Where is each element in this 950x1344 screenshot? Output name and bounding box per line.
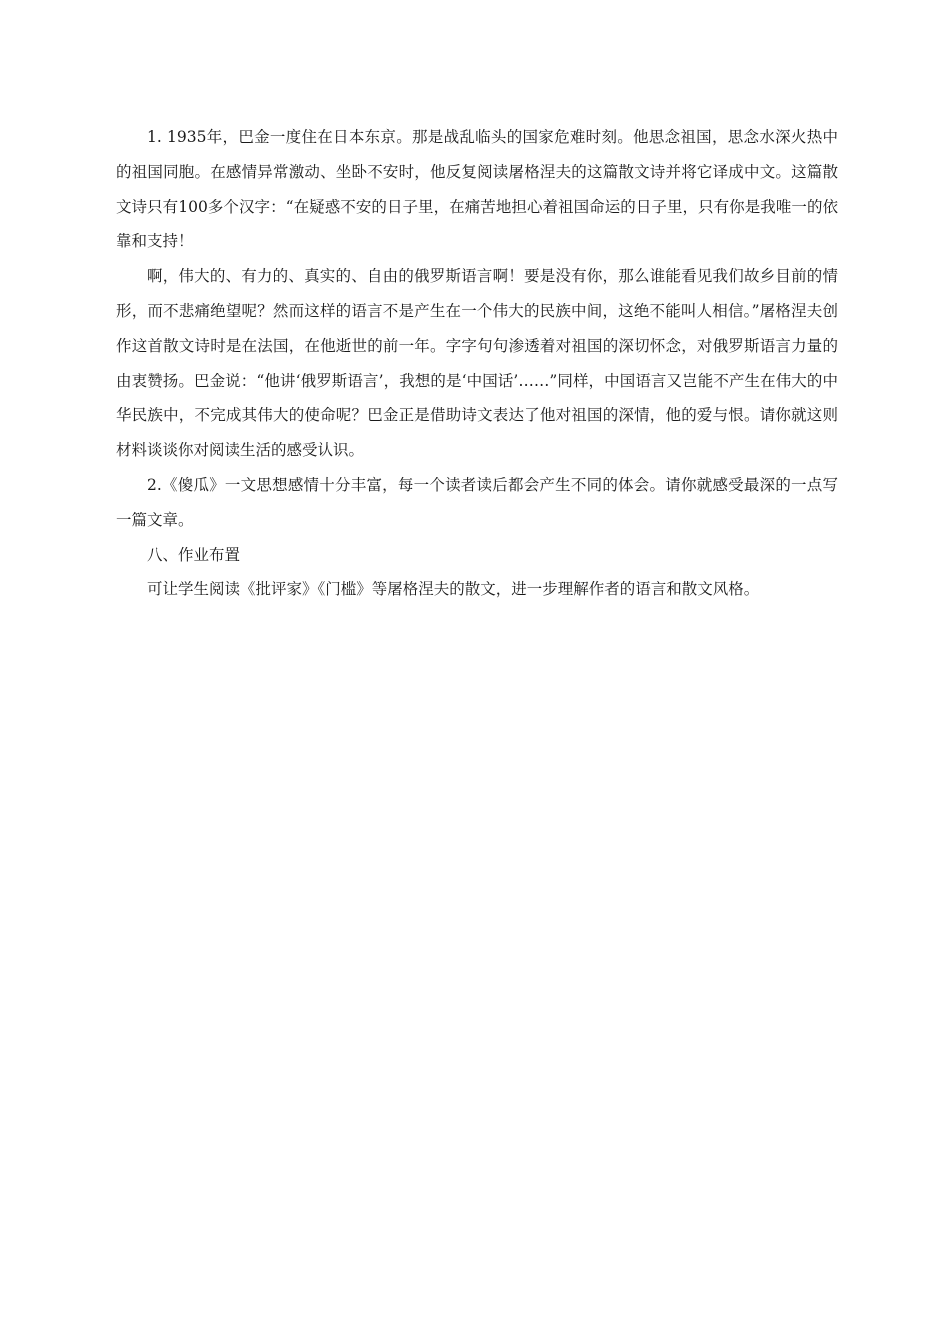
document-body [116,120,838,607]
question-1-paragraph: 1. 1935年，巴金一度住在日本东京。那是战乱临头的国家危难时刻。他思念祖国，思念水深火热中的祖国同胞。在感情异常激动、坐卧不安时，他反复阅读屠格涅夫的这篇散文诗并将它译成中文。这篇散文诗只有100多个汉字：“在疑惑不安的日子里，在痛苦地担心着祖国命运的日子里，只有你是我唯一的依靠和支持！ [116,128,838,251]
section-heading-homework: 八、作业布置 [147,545,241,564]
homework-paragraph: 可让学生阅读《批评家》《门槛》等屠格涅夫的散文，进一步理解作者的语言和散文风格。 [147,580,760,599]
quote-continuation-paragraph: 啊，伟大的、有力的、真实的、自由的俄罗斯语言啊！要是没有你，那么谁能看见我们故乡目前的情形，而不悲痛绝望呢？然而这样的语言不是产生在一个伟大的民族中间，这绝不能叫人相信。”屠格涅夫创作这首散文诗时是在法国，在他逝世的前一年。字字句句渗透着对祖国的深切怀念，对俄罗斯语言力量的由衷赞扬。巴金说：“他讲‘俄罗斯语言’，我想的是‘中国话’……”同样，中国语言又岂能不产生在伟大的中华民族中，不完成其伟大的使命呢？巴金正是借助诗文表达了他对祖国的深情，他的爱与恨。请你就这则材料谈谈你对阅读生活的感受认识。 [116,267,838,460]
question-2-paragraph: 2.《傻瓜》一文思想感情十分丰富，每一个读者读后都会产生不同的体会。请你就感受最深的一点写一篇文章。 [116,475,838,529]
